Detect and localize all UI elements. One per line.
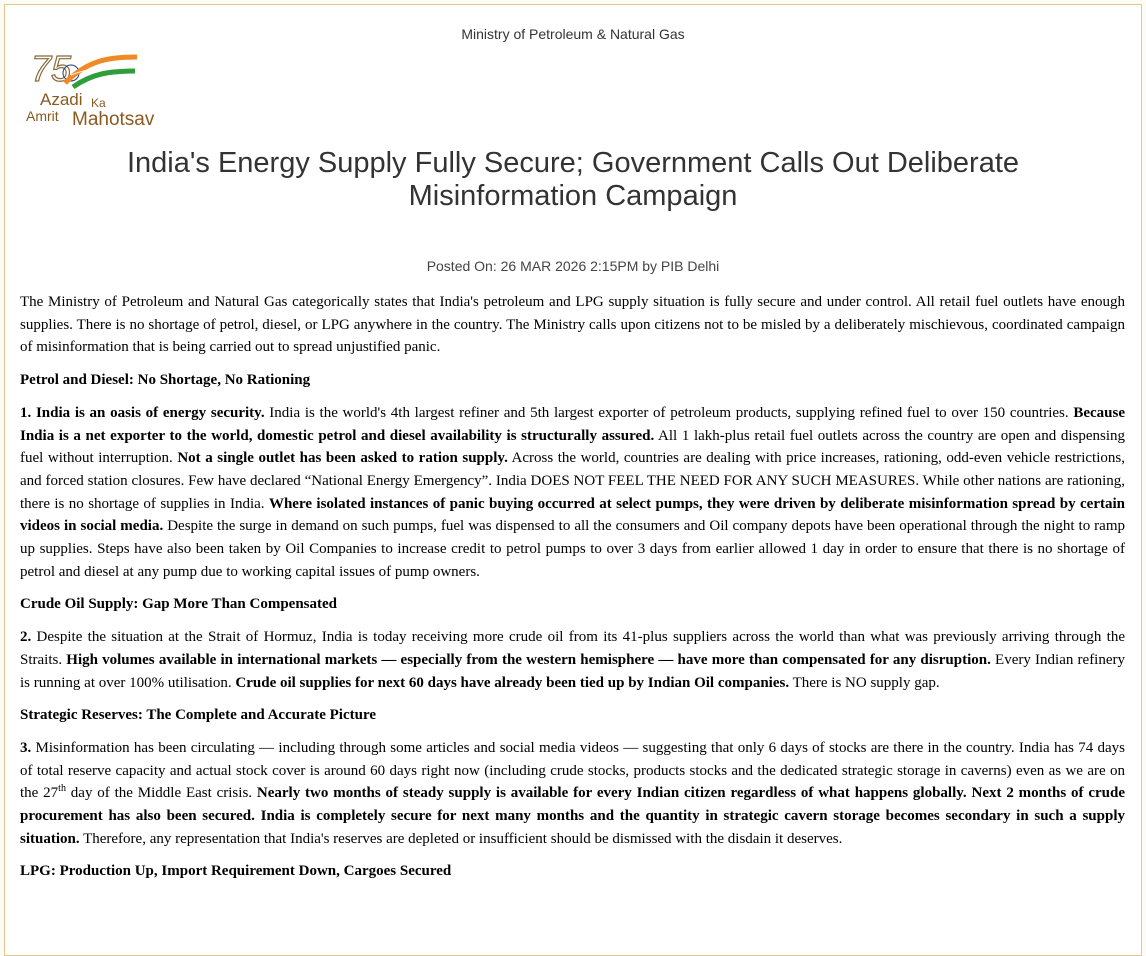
section-heading: LPG: Production Up, Import Requirement Down, Cargoes Secured [20, 863, 452, 880]
svg-text:Amrit: Amrit [26, 108, 59, 124]
section-paragraph: 3. Misinformation has been circulating — including through some articles and social media videos — suggesting that only 6 days of stocks are there in the country. India has 74 days of total reserve capacity and actual stock cover is around 60 days right now (including crude stocks, products stocks and the dedicated strategic storage in caverns) even as we are on the 27th day of the Middle East crisis. Nearly two months of steady supply is available for every Indian citizen regardless of what happens globally. Next 2 months of crude procurement has also been secured. India is completely secure for next many months and the quantity in strategic cavern storage becomes secondary in such a supply situation. Therefore, any representation that India's reserves are depleted or insufficient should be dismissed with the disdain it deserves. [20, 739, 1126, 847]
ministry-name: Ministry of Petroleum & Natural Gas [461, 26, 685, 42]
azadi-ka-amrit-mahotsav-logo [25, 43, 175, 129]
article-body [20, 291, 1125, 893]
section-heading: Strategic Reserves: The Complete and Accurate Picture [20, 707, 377, 724]
svg-text:Mahotsav: Mahotsav [72, 109, 155, 129]
page-frame [4, 4, 1142, 956]
svg-text:Ka: Ka [91, 96, 106, 110]
section-paragraph: 2. Despite the situation at the Strait of Hormuz, India is today receiving more crude oil from its 41-plus suppliers across the world than what was previously arriving through the Straits. High volumes available in international markets — especially from the western hemisphere — have more than compensated for any disruption. Every Indian refinery is running at over 100% utilisation. Crude oil supplies for next 60 days have already been tied up by Indian Oil companies. There is NO supply gap. [20, 629, 1126, 691]
svg-text:75: 75 [31, 48, 72, 89]
svg-text:Azadi: Azadi [40, 90, 83, 109]
page-title: India's Energy Supply Fully Secure; Government Calls Out Deliberate Misinformation Campaign [126, 147, 1020, 212]
section-heading: Crude Oil Supply: Gap More Than Compensated [20, 596, 337, 613]
intro-paragraph: The Ministry of Petroleum and Natural Gas categorically states that India's petroleum and LPG supply situation is fully secure and under control. All retail fuel outlets have enough supplies. There is no shortage of petrol, diesel, or LPG anywhere in the country. The Ministry calls upon citizens not to be misled by a deliberately mischievous, coordinated campaign of misinformation that is being carried out to spread unjustified panic. [20, 294, 1125, 356]
section-heading: Petrol and Diesel: No Shortage, No Rationing [20, 372, 311, 389]
section-paragraph: 1. India is an oasis of energy security. India is the world's 4th largest refiner and 5th largest exporter of petroleum products, supplying refined fuel to over 150 countries. Because India is a net exporter to the world, domestic petrol and diesel availability is structurally assured. All 1 lakh-plus retail fuel outlets across the country are open and dispensing fuel without interruption. Not a single outlet has been asked to ration supply. Across the world, countries are dealing with price increases, rationing, odd-even vehicle restrictions, and forced station closures. Few have declared “National Energy Emergency”. India DOES NOT FEEL THE NEED FOR ANY SUCH MEASURES. While other nations are rationing, there is no shortage of supplies in India. Where isolated instances of panic buying occurred at select pumps, they were driven by deliberate misinformation spread by certain videos in social media. Despite the surge in demand on such pumps, fuel was dispensed to all the consumers and Oil company depots have been operational through the night to ramp up supplies. Steps have also been taken by Oil Companies to increase credit to petrol pumps to over 3 days from earlier allowed 1 day in order to ensure that there is no shortage of petrol and diesel at any pump due to working capital issues of pump owners. [20, 404, 1126, 580]
posted-date: Posted On: 26 MAR 2026 2:15PM by PIB Delhi [426, 258, 720, 274]
